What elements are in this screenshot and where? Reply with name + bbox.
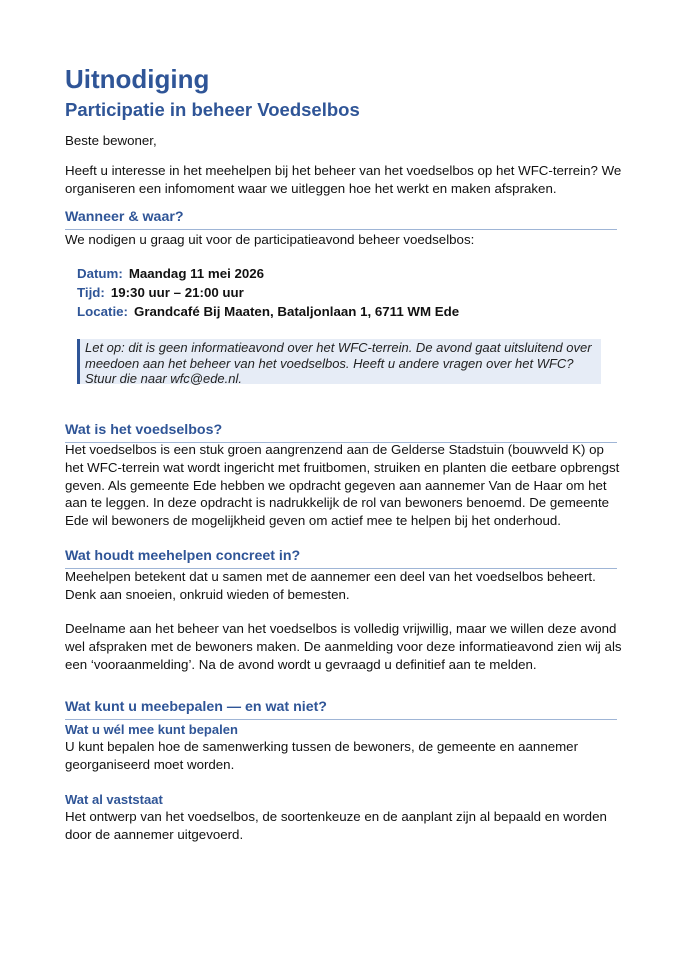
page-subtitle: Participatie in beheer Voedselbos bbox=[65, 99, 360, 120]
detail-time bbox=[77, 284, 244, 302]
subheading-fixed: Wat al vaststaat bbox=[65, 792, 163, 807]
detail-date-value: Maandag 11 mei 2026 bbox=[128, 266, 265, 281]
detail-date-label: Datum: bbox=[77, 266, 123, 281]
section-heading-when-where: Wanneer & waar? bbox=[65, 208, 617, 230]
detail-location bbox=[77, 303, 459, 321]
section-heading-what-is: Wat is het voedselbos? bbox=[65, 421, 617, 443]
what-is-text: Het voedselbos is een stuk groen aangrenzend aan de Gelderse Stadstuin (bouwveld K) op het WFC-terrein wat wordt ingericht met fruitbomen, struiken en planten die eetbare opbrengst geven. Als gemeente Ede hebben we opdracht gegeven aan aannemer Van de Haar om het aan te leggen. In deze opdracht is nadrukkelijk de rol van bewoners benoemd. De gemeente Ede wil bewoners de mogelijkheid geven om actief mee te helpen bij het onderhoud. bbox=[65, 442, 620, 529]
note-box bbox=[77, 339, 601, 384]
greeting: Beste bewoner, bbox=[65, 133, 157, 148]
detail-location-value: Grandcafé Bij Maaten, Bataljonlaan 1, 6711 WM Ede bbox=[133, 304, 460, 319]
detail-location-label: Locatie: bbox=[77, 304, 128, 319]
note-text: Let op: dit is geen informatieavond over het WFC-terrein. De avond gaat uitsluitend over meedoen aan het beheer van het voedselbos. Heeft u andere vragen over het WFC? Stuur die naar wfc@ede.nl. bbox=[85, 340, 592, 386]
help-text-1: Meehelpen betekent dat u samen met de aannemer een deel van het voedselbos beheert. Denk aan snoeien, onkruid wieden of bemesten. bbox=[65, 569, 596, 602]
intro-paragraph: Heeft u interesse in het meehelpen bij het beheer van het voedselbos op het WFC-terrein? We organiseren een infomoment waar we uitleggen hoe het werkt en maken afspraken. bbox=[65, 163, 622, 196]
page-title: Uitnodiging bbox=[65, 64, 210, 94]
fixed-text: Het ontwerp van het voedselbos, de soortenkeuze en de aanplant zijn al bepaald en worden door de aannemer uitgevoerd. bbox=[65, 809, 607, 842]
detail-time-value: 19:30 uur – 21:00 uur bbox=[110, 285, 244, 300]
detail-time-label: Tijd: bbox=[77, 285, 105, 300]
detail-date bbox=[77, 265, 264, 283]
can-decide-text: U kunt bepalen hoe de samenwerking tussen de bewoners, de gemeente en aannemer georganiseerd moet worden. bbox=[65, 739, 579, 772]
help-text-2: Deelname aan het beheer van het voedselbos is volledig vrijwillig, maar we willen deze avond wel afspraken met de bewoners maken. De aanmelding voor deze informatieavond zien wij als een ‘vooraanmelding’. Na de avond wordt u gevraagd u definitief aan te melden. bbox=[65, 621, 622, 672]
when-where-text: We nodigen u graag uit voor de participatieavond beheer voedselbos: bbox=[65, 232, 475, 247]
subheading-can-decide: Wat u wél mee kunt bepalen bbox=[65, 722, 238, 737]
section-heading-decide: Wat kunt u meebepalen — en wat niet? bbox=[65, 698, 617, 720]
section-heading-help: Wat houdt meehelpen concreet in? bbox=[65, 547, 617, 569]
